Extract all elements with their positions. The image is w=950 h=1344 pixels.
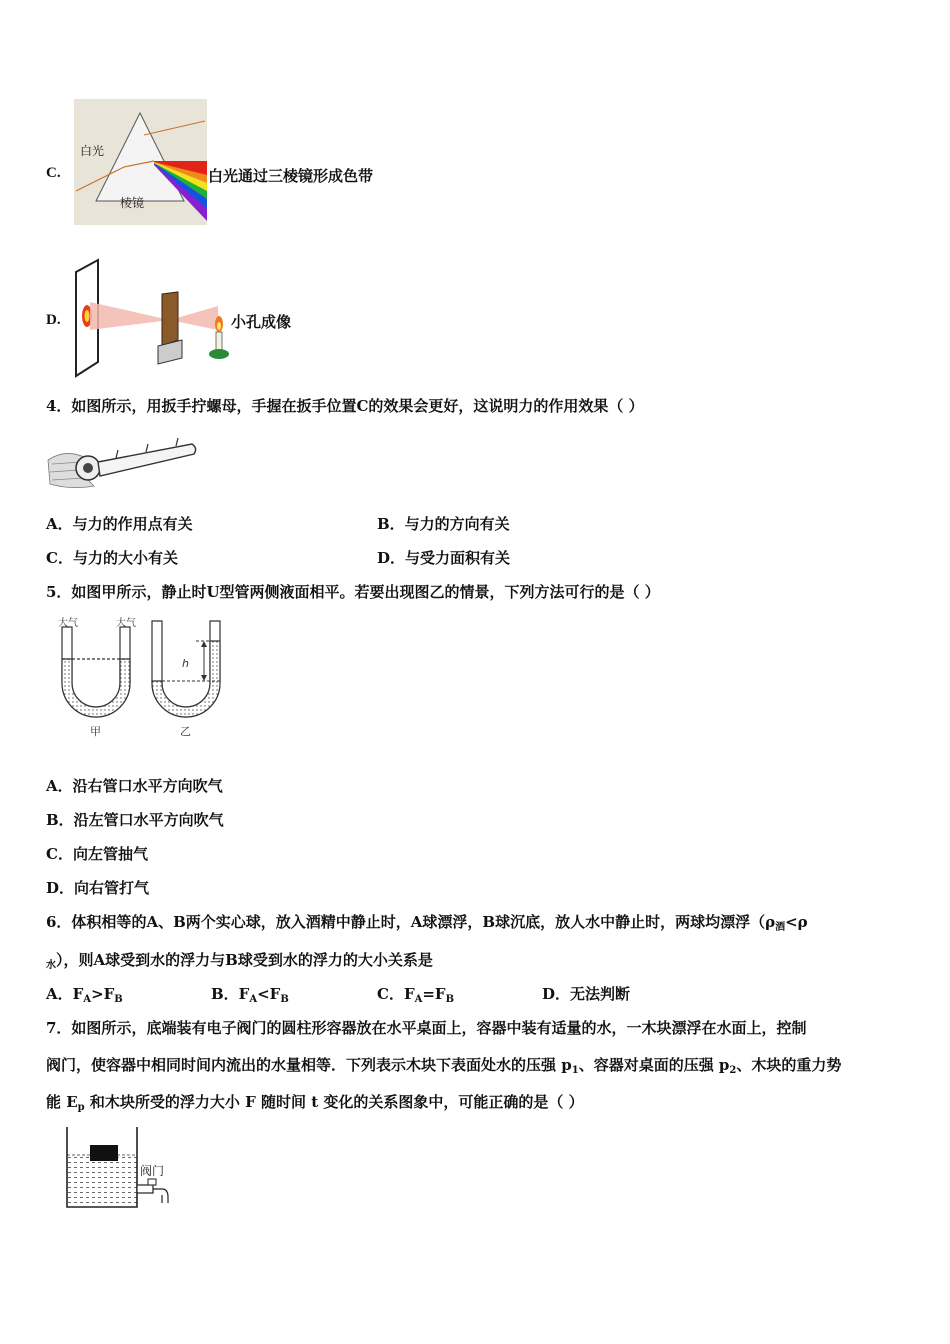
q7-stem-line2: 阀门，使容器中相同时间内流出的水量相等．下列表示木块下表面处水的压强 $p_1$、容器对桌面的压强 $p_2$、木块的重力势 — [46, 1056, 842, 1076]
tube-jia-label: 甲 — [90, 725, 101, 738]
q7-stem-line3: 能 $E_p$ 和木块所受的浮力大小 F 随时间 t 变化的关系图象中，可能正确的是（ ） — [46, 1093, 584, 1113]
q5-option-b: B．沿左管口水平方向吹气 — [46, 811, 224, 829]
q6-option-a: A．$F_A>F_B$ — [46, 985, 123, 1005]
q4-stem: 4．如图所示，用扳手拧螺母，手握在扳手位置C的效果会更好，这说明力的作用效果（ ） — [46, 397, 644, 415]
option-c-text: 白光通过三棱镜形成色带 — [208, 167, 374, 185]
q4-option-c: C．与力的大小有关 — [46, 549, 178, 567]
q6-stem-line2: $_水$），则A球受到水的浮力与B球受到水的浮力的大小关系是 — [46, 951, 433, 971]
q5-option-c: C．向左管抽气 — [46, 845, 148, 863]
prism-label: 棱镜 — [120, 196, 145, 210]
q5-option-d: D．向右管打气 — [46, 879, 150, 897]
q5-option-a: A．沿右管口水平方向吹气 — [46, 777, 223, 795]
tube-yi-label: 乙 — [180, 725, 191, 738]
q6-stem-line1: 6．体积相等的A、B两个实心球，放入酒精中静止时，A球漂浮，B球沉底，放人水中静止时，两球均漂浮（$\rho_酒<\rho$ — [46, 913, 808, 933]
q4-option-d: D．与受力面积有关 — [377, 549, 511, 567]
valve-label: 阀门 — [140, 1164, 165, 1178]
q4-option-a: A．与力的作用点有关 — [46, 515, 193, 533]
option-d-label: D. — [46, 312, 61, 328]
tube-jia-air-left: 大气 — [58, 618, 78, 629]
tube-jia-air-right: 大气 — [116, 618, 136, 629]
pinhole-camera-figure — [70, 258, 230, 378]
wrench-figure — [46, 428, 198, 498]
option-c-label: C. — [46, 165, 61, 181]
height-h-label: h — [182, 657, 189, 670]
q6-option-d: D．无法判断 — [542, 985, 631, 1003]
q6-option-b: B．$F_A<F_B$ — [211, 985, 289, 1005]
q7-stem-line1: 7．如图所示，底端装有电子阀门的圆柱形容器放在水平桌面上，容器中装有适量的水，一木块漂浮在水面上，控制 — [46, 1019, 807, 1037]
u-tube-figure — [56, 617, 232, 741]
q4-option-b: B．与力的方向有关 — [377, 515, 510, 533]
option-d-text: 小孔成像 — [231, 313, 292, 331]
prism-figure — [74, 99, 207, 225]
q5-stem: 5．如图甲所示，静止时U型管两侧液面相平。若要出现图乙的情景，下列方法可行的是（ ） — [46, 583, 660, 601]
prism-white-light-label: 白光 — [80, 144, 105, 158]
valve-container-figure — [62, 1125, 176, 1213]
q6-option-c: C．$F_A=F_B$ — [377, 985, 455, 1005]
